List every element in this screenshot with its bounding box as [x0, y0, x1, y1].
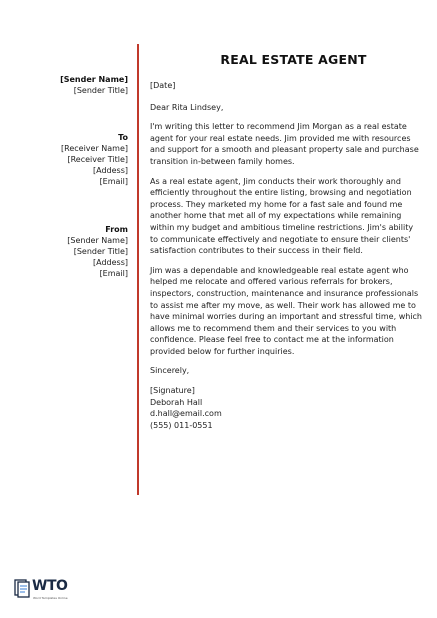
letter-body — [150, 80, 422, 431]
to-heading: To — [118, 133, 128, 142]
receiver-email: [Email] — [99, 177, 128, 186]
paragraph-1: I'm writing this letter to recommend Jim Morgan as a real estate agent for your real estate needs. Jim provided me with resources and support for a smooth and pleasant property sale and purchase transition in-between family homes. — [150, 122, 419, 166]
from-email: [Email] — [99, 269, 128, 278]
letter-title: REAL ESTATE AGENT — [220, 52, 367, 67]
from-block — [0, 224, 128, 279]
from-sender-title: [Sender Title] — [73, 247, 128, 256]
wto-logo — [14, 576, 70, 602]
receiver-address: [Addess] — [93, 166, 128, 175]
receiver-name: [Receiver Name] — [61, 144, 128, 153]
signer-phone: (555) 011-0551 — [150, 420, 213, 430]
signature-block — [150, 385, 422, 431]
logo-tagline: Word Templates Online — [33, 596, 68, 600]
closing: Sincerely, — [150, 366, 190, 376]
signature: [Signature] — [150, 386, 195, 396]
red-divider-line — [137, 44, 139, 495]
paragraph-3: Jim was a dependable and knowledgeable real estate agent who helped me relocate and offered various referrals for brokers, inspectors, construction, maintenance and insurance professionals to assist me after my move, as well. Their work has allowed me to have minimal worries during an important and stressful time, which allows me to recommend them and their services to you with confidence. Please feel free to contact me at the information provided below for further inquiries. — [150, 265, 422, 356]
paragraph-2: As a real estate agent, Jim conducts their work thoroughly and efficiently throughout the entire listing, browsing and negotiation process. They marketed my home for a fast sale and found me another home that met all of my expectations while remaining within my budget and ambitious timeline restrictions. Jim's ability to communicate effectively and negotiate to ensure their clients' satisfaction contributes to their success in their field. — [150, 176, 414, 256]
receiver-title: [Receiver Title] — [67, 155, 128, 164]
logo-wordmark: WTO — [32, 578, 68, 594]
document-icon — [14, 579, 30, 598]
letter-date: [Date] — [150, 81, 176, 90]
from-address: [Addess] — [93, 258, 128, 267]
to-block — [0, 132, 128, 187]
sender-name: [Sender Name] — [60, 75, 128, 84]
from-sender-name: [Sender Name] — [67, 236, 128, 245]
sender-title: [Sender Title] — [73, 86, 128, 95]
signer-email: d.hall@email.com — [150, 409, 222, 419]
salutation: Dear Rita Lindsey, — [150, 102, 224, 112]
from-heading: From — [105, 225, 128, 234]
sender-block — [0, 74, 128, 96]
signer-name: Deborah Hall — [150, 397, 203, 407]
